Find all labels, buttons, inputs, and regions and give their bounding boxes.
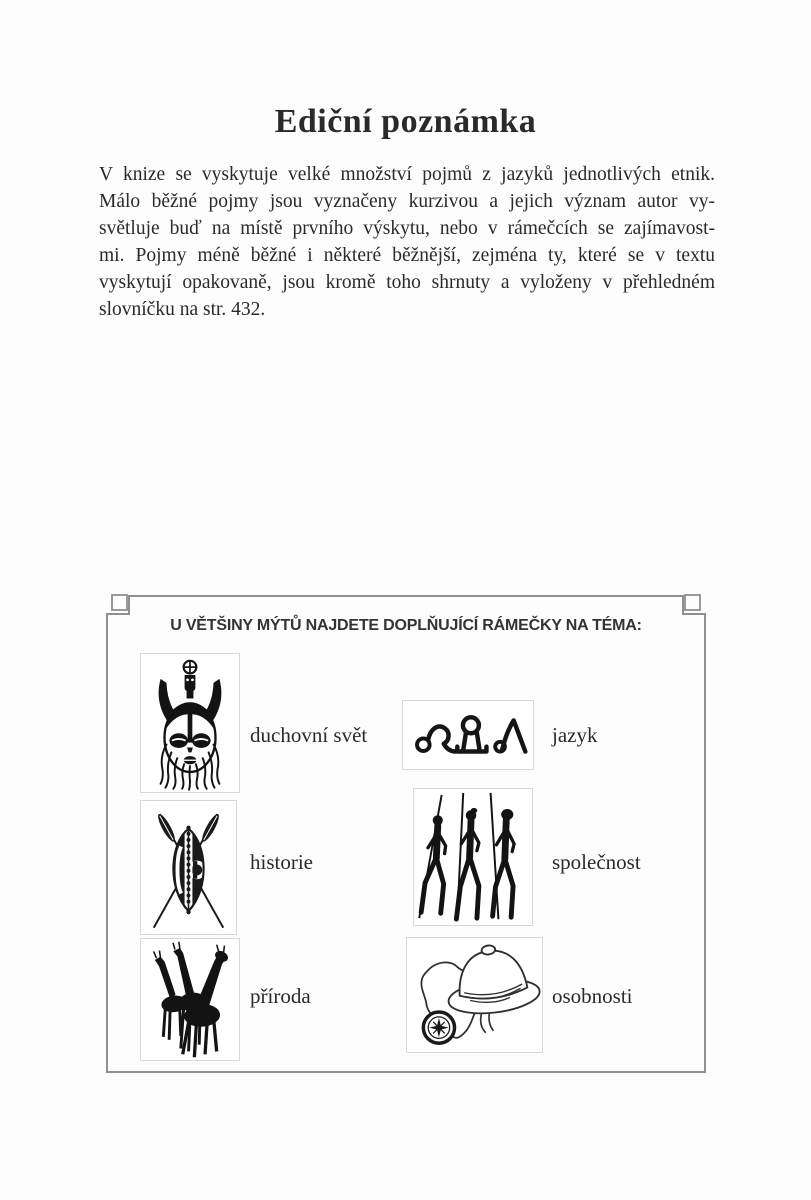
tile-label-society: společnost: [552, 850, 641, 874]
pith-helmet-icon: [442, 940, 542, 1037]
editorial-note-paragraph: [99, 161, 715, 323]
tile-label-language: jazyk: [552, 723, 598, 747]
tile-label-nature: příroda: [250, 984, 311, 1008]
paragraph-line: V knize se vyskytuje velké množství pojmů z jazyků jednotlivých etnik.: [99, 164, 715, 185]
paragraph-line: slovníčku na str. 432.: [99, 299, 266, 320]
tile-label-personalities: osobnosti: [552, 984, 633, 1008]
paragraph-line: světluje buď na místě prvního výskytu, nebo v rámečcích se zajímavost-: [99, 218, 715, 239]
corner-square-icon: [112, 595, 127, 610]
rock-art-figures-icon: [414, 789, 532, 925]
page-title: Ediční poznámka: [274, 103, 537, 140]
compass-icon: [423, 1012, 454, 1043]
paragraph-line: mi. Pojmy méně běžné i některé běžnější, zejména ty, které se v textu: [99, 245, 715, 266]
shield-and-spears-icon: [141, 801, 236, 934]
icon-tile-language: [402, 700, 534, 770]
paragraph-line: vyskytují opakovaně, jsou kromě toho shrnuty a vyloženy v přehledném: [99, 272, 715, 293]
icon-tile-society: [413, 788, 533, 926]
african-mask-icon: [141, 654, 239, 792]
icon-tile-nature: [140, 938, 240, 1061]
tile-label-history: historie: [250, 850, 313, 874]
icon-tile-spiritual-world: [140, 653, 240, 793]
icon-tile-history: [140, 800, 237, 935]
info-box-heading: U VĚTŠINY MÝTŮ NAJDETE DOPLŇUJÍCÍ RÁMEČKY NA TÉMA:: [170, 617, 642, 634]
icon-tile-personalities: [406, 937, 543, 1053]
tile-label-spiritual-world: duchovní svět: [250, 723, 368, 747]
ethiopic-script-icon: [403, 701, 533, 769]
paragraph-line: Málo běžné pojmy jsou vyznačeny kurzivou a jejich význam autor vy-: [99, 191, 715, 212]
giraffes-icon: [141, 939, 239, 1060]
corner-square-icon: [685, 595, 700, 610]
pith-helmet-africa-compass-icon: [407, 938, 542, 1052]
